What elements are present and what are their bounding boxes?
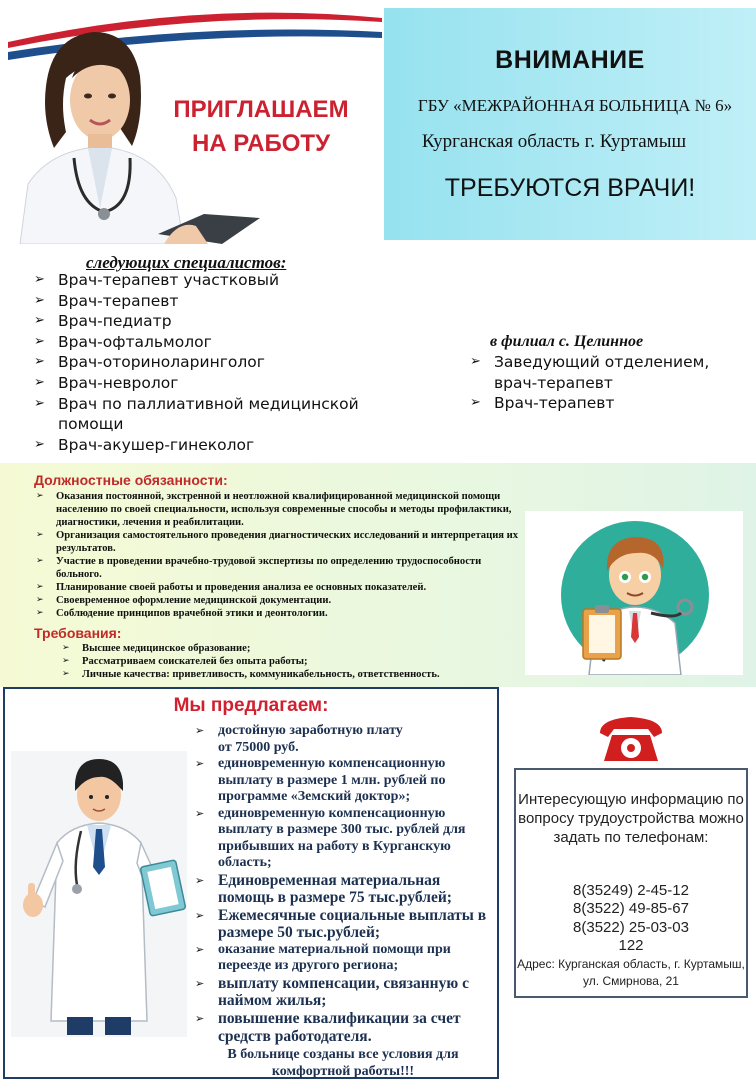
list-item: ➢ единовременную компенсационную выплату в размере 1 млн. рублей по программе «Земский доктор»; [195,756,446,804]
specialists-list [34,270,394,455]
list-item: ➢ Врач-невролог [34,373,179,392]
check-arrow-icon: ➢ [470,395,481,411]
hero-image [8,8,382,244]
check-arrow-icon: ➢ [195,908,205,922]
list-item: ➢ Врач-терапевт участковый [34,271,280,289]
duties-list [34,490,526,620]
doctor-illustration [11,751,187,1037]
list-item: ➢ Соблюдение принципов врачебной этики и деонтологии. [36,608,328,619]
check-arrow-icon: ➢ [470,354,481,369]
check-arrow-icon: ➢ [34,436,45,452]
check-arrow-icon: ➢ [34,313,45,329]
check-arrow-icon: ➢ [36,556,44,566]
contact-box [514,768,748,998]
check-arrow-icon: ➢ [195,976,205,990]
telephone-icon [592,711,670,767]
list-item: ➢ Заведующий отделением, врач-терапевт [470,353,710,392]
list-item: ➢ Ежемесячные социальные выплаты в размере 50 тыс.рублей; [195,906,487,942]
contact-info: Интересующую информацию по вопросу трудоустройства можно задать по телефонам: [518,791,744,846]
list-item: ➢ Рассматриваем соискателей без опыта работы; [62,656,308,667]
check-arrow-icon: ➢ [195,757,205,770]
phone-number[interactable]: 122 [618,936,644,954]
header [0,0,756,248]
list-item: ➢ Организация самостоятельного проведения диагностических исследований и интерпретация их результатов. [36,530,519,554]
offer-footer: В больнице созданы все условия для комфортной работы!!! [227,1047,459,1079]
organization-name: ГБУ «МЕЖРАЙОННАЯ БОЛЬНИЦА № 6» [417,96,733,115]
check-arrow-icon: ➢ [36,530,44,540]
phone-number[interactable]: 8(35249) 2-45-12 [573,882,689,899]
list-item: ➢ Врач-офтальмолог [34,332,212,351]
requirements-list [60,642,530,681]
check-arrow-icon: ➢ [36,582,44,592]
phone-number[interactable]: 8(3522) 25-03-03 [573,918,689,936]
check-arrow-icon: ➢ [195,873,205,887]
list-item: ➢ Личные качества: приветливость, коммуникабельность, ответственность. [62,669,440,680]
branch-heading: в филиал с. Целинное [490,333,644,350]
offer-box [3,687,499,1079]
branch-list [470,352,740,414]
hero-banner-text: ПРИГЛАШАЕМ НА РАБОТУ [173,96,349,157]
check-arrow-icon: ➢ [34,272,45,287]
headline: ТРЕБУЮТСЯ ВРАЧИ! [444,174,696,202]
check-arrow-icon: ➢ [34,354,45,370]
check-arrow-icon: ➢ [62,669,70,679]
list-item: ➢ выплату компенсации, связанную с наймом жилья; [195,974,469,1010]
list-item: ➢ Участие в проведении врачебно-трудовой экспертизы по определению трудоспособности больного. [36,556,482,580]
list-item: ➢ Единовременная материальная помощь в размере 75 тыс.рублей; [195,871,452,907]
check-arrow-icon: ➢ [34,395,45,411]
list-item: ➢ оказание материальной помощи при переезде из другого региона; [195,941,451,974]
list-item: ➢ Врач-терапевт [470,394,615,413]
check-arrow-icon: ➢ [36,491,44,501]
list-item: ➢ Врач-акушер-гинеколог [34,435,255,454]
offer-title: Мы предлагаем: [173,695,329,716]
phone-number[interactable]: 8(3522) 49-85-67 [573,900,689,918]
list-item: ➢ Планирование своей работы и проведения анализа ее основных показателей. [36,582,427,593]
check-arrow-icon: ➢ [195,806,205,820]
check-arrow-icon: ➢ [62,643,70,653]
check-arrow-icon: ➢ [34,333,45,349]
address: Адрес: Курганская область, г. Куртамыш, ул. Смирнова, 21 [517,957,745,988]
check-arrow-icon: ➢ [36,595,44,605]
list-item: ➢ достойную заработную плату от 75000 руб. [195,723,403,755]
specialists-heading: следующих специалистов: [86,253,287,272]
list-item: ➢ Своевременное оформление медицинской документации. [36,595,332,606]
list-item: ➢ Врач-оториноларинголог [34,353,265,372]
notice-panel [384,8,756,240]
list-item: ➢ Врач-терапевт [34,291,179,310]
requirements-heading: Требования: [34,625,122,641]
list-item: ➢ Врач-педиатр [34,312,172,331]
region-location: Курганская область г. Куртамыш [421,131,687,152]
list-item: ➢ Высшее медицинское образование; [62,643,251,654]
check-arrow-icon: ➢ [62,656,70,666]
check-arrow-icon: ➢ [195,942,205,956]
list-item: ➢ Врач по паллиативной медицинской помощи [34,394,359,434]
check-arrow-icon: ➢ [34,374,45,390]
phone-list [516,882,746,955]
doctor-cartoon-image [525,511,743,675]
list-item: ➢ единовременную компенсационную выплату в размере 300 тыс. рублей для прибывших на работу в Курганскую область; [195,805,466,870]
duties-heading: Должностные обязанности: [34,472,228,488]
check-arrow-icon: ➢ [195,1012,205,1026]
offer-list [193,723,493,1045]
list-item: ➢ Оказания постоянной, экстренной и неотложной квалифицированной медицинской помощи населению по своей специальности, используя современные способы и методы профилактики, диагностики, лечения и реабилитации. [36,491,512,528]
check-arrow-icon: ➢ [195,724,205,737]
check-arrow-icon: ➢ [36,608,44,618]
check-arrow-icon: ➢ [34,292,45,308]
notice-title: ВНИМАНИЕ [495,46,645,74]
duties-section [0,463,756,687]
list-item: ➢ повышение квалификации за счет средств работодателя. [195,1010,461,1045]
